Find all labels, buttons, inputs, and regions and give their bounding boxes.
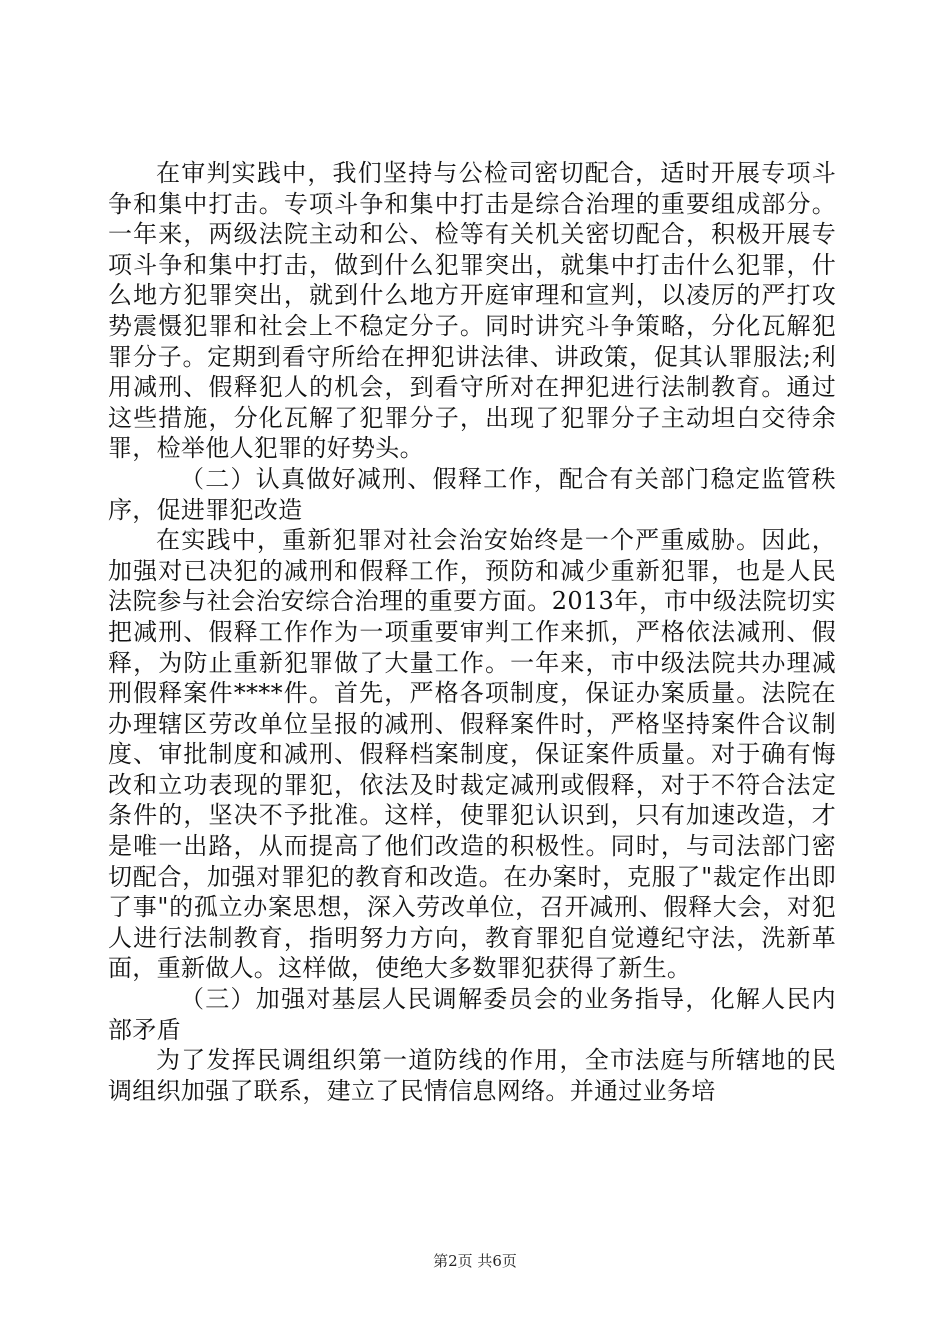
section-heading-commutation-parole: （二）认真做好减刑、假释工作，配合有关部门稳定监管秩序，促进罪犯改造: [108, 464, 836, 524]
paragraph-trial-practice: 在审判实践中，我们坚持与公检司密切配合，适时开展专项斗争和集中打击。专项斗争和集中打击是综合治理的重要组成部分。一年来，两级法院主动和公、检等有关机关密切配合，积极开展专项斗争和集中打击，做到什么犯罪突出，就集中打击什么犯罪，什么地方犯罪突出，就到什么地方开庭审理和宣判，以凌厉的严打攻势震慑犯罪和社会上不稳定分子。同时讲究斗争策略，分化瓦解犯罪分子。定期到看守所给在押犯讲法律、讲政策，促其认罪服法;利用减刑、假释犯人的机会，到看守所对在押犯进行法制教育。通过这些措施，分化瓦解了犯罪分子，出现了犯罪分子主动坦白交待余罪，检举他人犯罪的好势头。: [108, 159, 836, 463]
section-heading-mediation: （三）加强对基层人民调解委员会的业务指导，化解人民内部矛盾: [108, 985, 836, 1044]
document-body: [108, 158, 836, 1106]
paragraph-mediation: 为了发挥民调组织第一道防线的作用，全市法庭与所辖地的民调组织加强了联系，建立了民情信息网络。并通过业务培: [108, 1046, 836, 1105]
paragraph-commutation-parole: 在实践中，重新犯罪对社会治安始终是一个严重威胁。因此，加强对已决犯的减刑和假释工作，预防和减少重新犯罪，也是人民法院参与社会治安综合治理的重要方面。2013年，市中级法院切实把减刑、假释工作作为一项重要审判工作来抓，严格依法减刑、假释，为防止重新犯罪做了大量工作。一年来，市中级法院共办理减刑假释案件****件。首先，严格各项制度，保证办案质量。法院在办理辖区劳改单位呈报的减刑、假释案件时，严格坚持案件合议制度、审批制度和减刑、假释档案制度，保证案件质量。对于确有悔改和立功表现的罪犯，依法及时裁定减刑或假释，对于不符合法定条件的，坚决不予批准。这样，使罪犯认识到，只有加速改造，才是唯一出路，从而提高了他们改造的积极性。同时，与司法部门密切配合，加强对罪犯的教育和改造。在办案时，克服了"裁定作出即了事"的孤立办案思想，深入劳改单位，召开减刑、假释大会，对犯人进行法制教育，指明努力方向，教育罪犯自觉遵纪守法，洗新革面，重新做人。这样做，使绝大多数罪犯获得了新生。: [108, 526, 836, 983]
page-number-footer: 第2页 共6页: [433, 1252, 517, 1270]
